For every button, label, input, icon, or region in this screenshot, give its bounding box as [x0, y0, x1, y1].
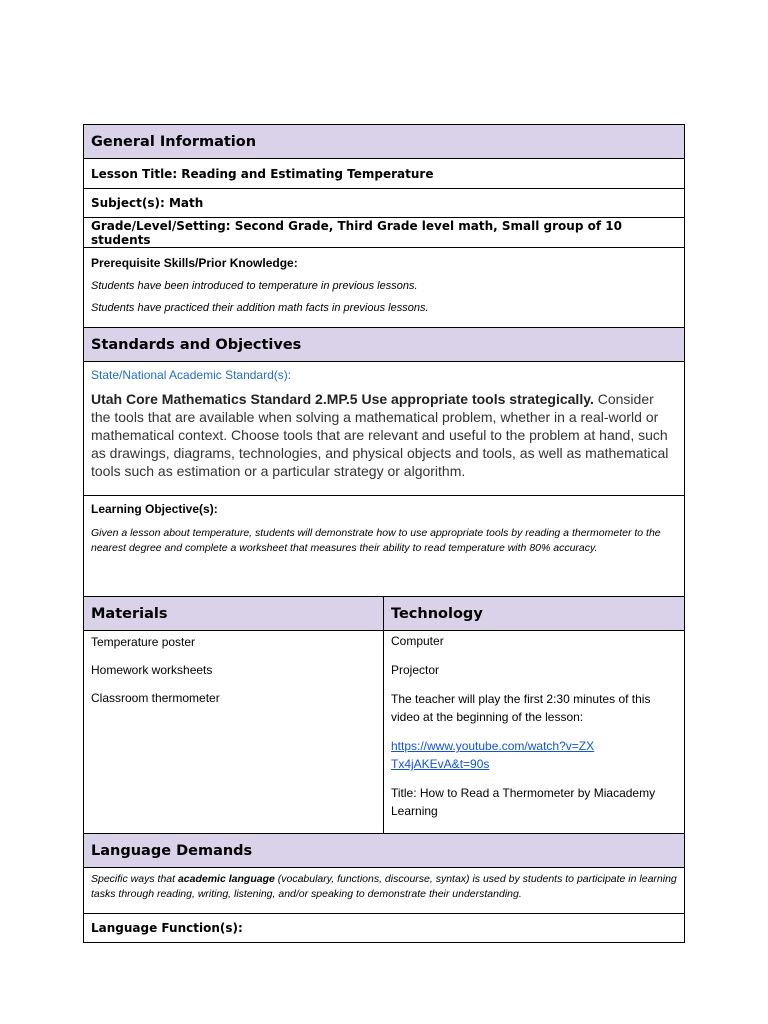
material-item: Classroom thermometer [91, 691, 220, 705]
standard-section [84, 368, 684, 496]
materials-technology-row [84, 631, 684, 834]
general-information-header: General Information [84, 125, 684, 159]
technology-list [384, 631, 684, 833]
prerequisite-label: Prerequisite Skills/Prior Knowledge: [91, 256, 298, 270]
material-item: Temperature poster [91, 635, 196, 649]
video-link[interactable]: https://www.youtube.com/watch?v=ZXTx4jAKEvA&t=90s [391, 739, 595, 771]
lesson-title: Lesson Title: Reading and Estimating Temperature [84, 159, 684, 189]
prerequisite-item: Students have practiced their addition math facts in previous lessons. [91, 302, 429, 314]
technology-item: Projector [391, 663, 440, 677]
objective-label: Learning Objective(s): [91, 502, 218, 516]
objective-text: Given a lesson about temperature, students will demonstrate how to use appropriate tools by reading a thermometer to the nearest degree and complete a worksheet that measures their ability to read temperature with 80% accuracy. [91, 527, 661, 554]
language-desc-pre: Specific ways that [91, 873, 178, 885]
subjects: Subject(s): Math [84, 189, 684, 218]
materials-header: Materials [84, 597, 384, 630]
language-demands-header: Language Demands [84, 834, 684, 868]
technology-item: The teacher will play the first 2:30 minutes of this video at the beginning of the lesson: [391, 692, 651, 724]
objective-section [84, 502, 684, 597]
language-description-text [91, 872, 677, 902]
technology-item: Computer [391, 634, 444, 648]
standard-body: Consider the tools that are available when solving a mathematical problem, whether in a real-world or mathematical context. Choose tools that are relevant and useful to the problem at hand, such as drawings, diagrams, technologies, and physical objects and tools, as well as mathematical tools such as estimation or a particular strategy or algorithm. [91, 391, 669, 479]
language-function-label: Language Function(s): [91, 921, 243, 935]
materials-list [84, 631, 384, 833]
technology-header: Technology [384, 597, 684, 630]
prerequisite-section [84, 248, 684, 328]
state-standard-label: State/National Academic Standard(s): [91, 368, 292, 382]
standard-text [91, 390, 677, 480]
language-desc-bold: academic language [177, 873, 275, 885]
lesson-plan-table [83, 124, 685, 943]
video-title: Title: How to Read a Thermometer by Miacademy Learning [391, 786, 656, 818]
standards-objectives-header: Standards and Objectives [84, 328, 684, 362]
prerequisite-item: Students have been introduced to temperature in previous lessons. [91, 280, 418, 292]
material-item: Homework worksheets [91, 663, 213, 677]
language-desc-post: (vocabulary, functions, discourse, syntax) is used by students to participate in learning tasks through reading, writing, listening, and/or speaking to demonstrate their understanding. [91, 873, 677, 900]
language-description [84, 872, 684, 914]
grade-level-setting: Grade/Level/Setting: Second Grade, Third Grade level math, Small group of 10 students [84, 218, 684, 248]
materials-technology-header-row [84, 597, 684, 631]
standard-bold: Utah Core Mathematics Standard 2.MP.5 Use appropriate tools strategically. [91, 391, 594, 407]
